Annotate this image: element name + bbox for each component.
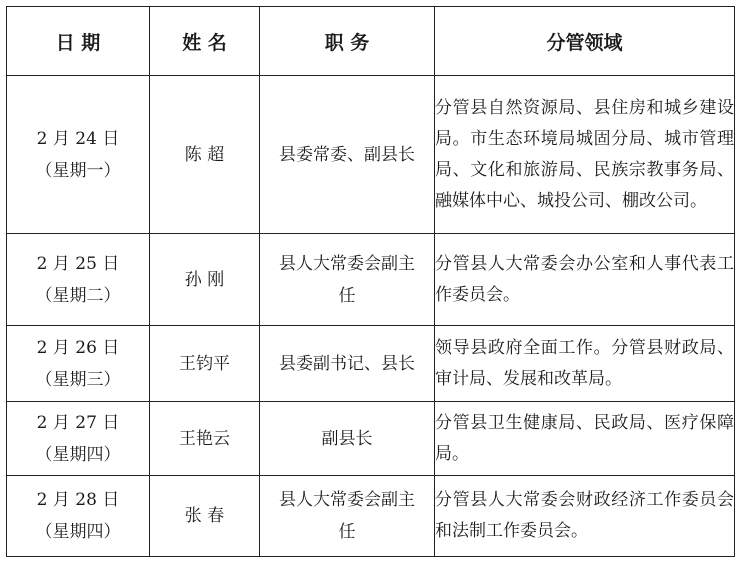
date-text: 2 月 25 日 bbox=[36, 253, 120, 274]
header-row bbox=[7, 7, 735, 76]
table-row bbox=[7, 234, 735, 326]
weekday-text: （星期三） bbox=[35, 369, 121, 390]
scope-cell: 领导县政府全面工作。分管县财政局、审计局、发展和改革局。 bbox=[435, 326, 735, 402]
header-name: 姓 名 bbox=[150, 7, 260, 76]
scope-cell: 分管县人大常委会财政经济工作委员会和法制工作委员会。 bbox=[435, 476, 735, 557]
date-cell bbox=[7, 326, 150, 402]
table-row bbox=[7, 402, 735, 476]
position-cell: 县人大常委会副主任 bbox=[260, 234, 435, 326]
scope-cell: 分管县卫生健康局、民政局、医疗保障局。 bbox=[435, 402, 735, 476]
header-date: 日 期 bbox=[7, 7, 150, 76]
scope-cell: 分管县人大常委会办公室和人事代表工作委员会。 bbox=[435, 234, 735, 326]
name-cell: 张 春 bbox=[150, 476, 260, 557]
date-cell bbox=[7, 76, 150, 234]
date-text: 2 月 24 日 bbox=[36, 128, 120, 149]
name-cell: 陈 超 bbox=[150, 76, 260, 234]
date-text: 2 月 27 日 bbox=[36, 412, 120, 433]
date-cell bbox=[7, 476, 150, 557]
position-cell: 副县长 bbox=[260, 402, 435, 476]
header-scope: 分管领域 bbox=[435, 7, 735, 76]
position-cell: 县委常委、副县长 bbox=[260, 76, 435, 234]
date-text: 2 月 26 日 bbox=[36, 337, 120, 358]
weekday-text: （星期四） bbox=[35, 444, 121, 465]
weekday-text: （星期二） bbox=[35, 285, 121, 306]
duty-table bbox=[6, 6, 735, 557]
date-cell bbox=[7, 402, 150, 476]
date-cell bbox=[7, 234, 150, 326]
header-position: 职 务 bbox=[260, 7, 435, 76]
scope-cell: 分管县自然资源局、县住房和城乡建设局。市生态环境局城固分局、城市管理局、文化和旅游局、民族宗教事务局、融媒体中心、城投公司、棚改公司。 bbox=[435, 76, 735, 234]
weekday-text: （星期一） bbox=[35, 160, 121, 181]
name-cell: 王艳云 bbox=[150, 402, 260, 476]
date-text: 2 月 28 日 bbox=[36, 490, 120, 510]
table-row bbox=[7, 476, 735, 557]
table-row bbox=[7, 76, 735, 234]
position-cell: 县人大常委会副主任 bbox=[260, 476, 435, 557]
table-row bbox=[7, 326, 735, 402]
position-cell: 县委副书记、县长 bbox=[260, 326, 435, 402]
weekday-text: （星期四） bbox=[35, 522, 121, 542]
name-cell: 王钧平 bbox=[150, 326, 260, 402]
name-cell: 孙 刚 bbox=[150, 234, 260, 326]
